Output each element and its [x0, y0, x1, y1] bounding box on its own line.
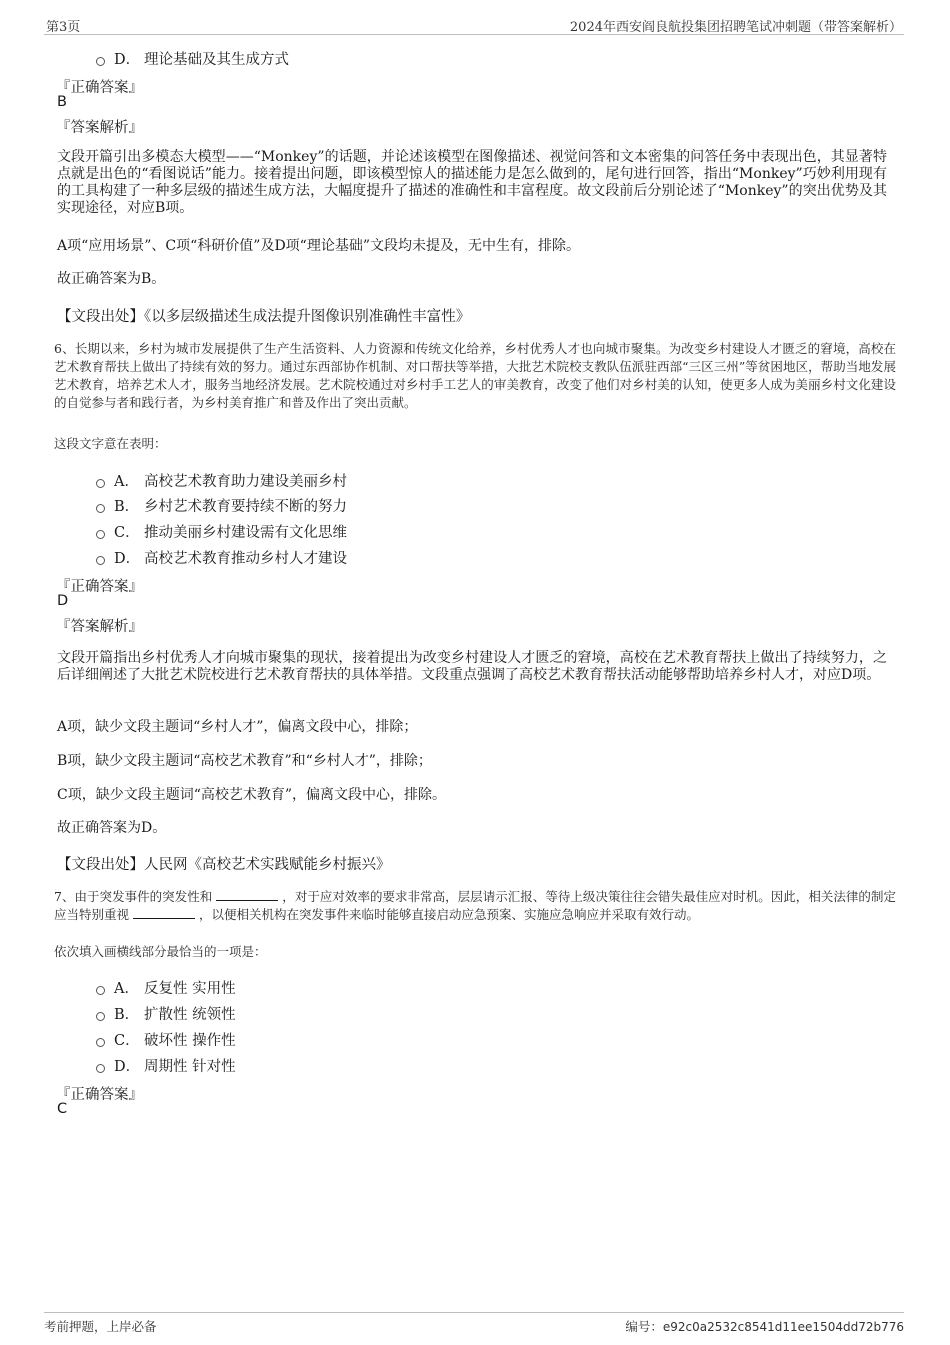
- radio-icon[interactable]: [96, 504, 105, 513]
- footer-slogan: 考前押题，上岸必备: [44, 1319, 157, 1334]
- q6-analysis-paragraph: C项，缺少文段主题词“高校艺术教育”，偏离文段中心，排除。: [57, 787, 447, 803]
- q6-analysis-label: 『答案解析』: [56, 619, 143, 635]
- fill-blank: [133, 908, 195, 919]
- q5-analysis-label: 『答案解析』: [56, 120, 143, 136]
- q6-analysis-paragraph: 文段开篇指出乡村优秀人才向城市聚集的现状，接着提出为改变乡村建设人才匮乏的窘境，高校在艺术教育帮扶上做出了持续努力，之后详细阐述了大批艺术院校进行艺术教育帮扶的具体举措。文段重点强调了高校艺术教育帮扶活动能够帮助培养乡村人才，对应D项。: [57, 650, 887, 683]
- page-header: [44, 14, 904, 35]
- radio-icon[interactable]: [96, 57, 105, 66]
- q6-option-a[interactable]: A． 高校艺术教育助力建设美丽乡村: [96, 470, 347, 491]
- q5-analysis-paragraph: 文段开篇引出多模态大模型——“Monkey”的话题，并论述该模型在图像描述、视觉问答和文本密集的问答任务中表现出色，其显著特点就是出色的“看图说话”能力。接着提出问题，即该模型惊人的描述能力是怎么做到的，尾句进行回答，指出“Monkey”巧妙利用现有的工具构建了一种多层级的描述生成方法，大幅度提升了描述的准确性和丰富程度。故文段前后分别论述了“Monkey”的突出优势及其实现途径，对应B项。: [57, 149, 887, 216]
- q6-option-c[interactable]: C． 推动美丽乡村建设需有文化思维: [96, 521, 347, 542]
- q6-option-d[interactable]: D． 高校艺术教育推动乡村人才建设: [96, 547, 347, 568]
- q6-passage: 6、长期以来，乡村为城市发展提供了生产生活资料、人力资源和传统文化给养，乡村优秀人才也向城市聚集。为改变乡村建设人才匮乏的窘境，高校在艺术教育帮扶上做出了持续有效的努力。通过东西部协作机制、对口帮扶等举措，大批艺术院校支教队伍派驻西部“三区三州”等贫困地区，帮助当地发展艺术教育，培养艺术人才，服务当地经济发展。艺术院校通过对乡村手工艺人的审美教育，改变了他们对乡村美的认知，使更多人成为美丽乡村文化建设的自觉参与者和践行者，为乡村美育推广和普及作出了突出贡献。: [54, 341, 896, 410]
- q7-stem: 依次填入画横线部分最恰当的一项是：: [54, 944, 267, 959]
- q7-option-a[interactable]: A． 反复性 实用性: [96, 977, 236, 998]
- q5-source: 【文段出处】《以多层级描述生成法提升图像识别准确性丰富性》: [57, 309, 471, 325]
- q5-answer: B: [57, 94, 67, 110]
- document-title: 2024年西安阎良航投集团招聘笔试冲刺题（带答案解析）: [569, 20, 902, 35]
- q6-answer-label: 『正确答案』: [56, 579, 143, 595]
- q5-answer-label: 『正确答案』: [56, 80, 143, 96]
- q6-analysis-paragraph: B项，缺少文段主题词“高校艺术教育”和“乡村人才”，排除；: [57, 753, 432, 769]
- q6-analysis-paragraph: 故正确答案为D。: [57, 820, 167, 836]
- q5-analysis-paragraph: A项“应用场景”、C项“科研价值”及D项“理论基础”文段均未提及，无中生有，排除。: [57, 238, 580, 254]
- fill-blank: [216, 890, 278, 901]
- radio-icon[interactable]: [96, 1012, 105, 1021]
- page-footer: [44, 1312, 904, 1335]
- q7-answer-label: 『正确答案』: [56, 1087, 143, 1103]
- page-number: 第3页: [46, 20, 81, 35]
- q6-source: 【文段出处】人民网《高校艺术实践赋能乡村振兴》: [57, 857, 391, 873]
- q5-option-d[interactable]: D． 理论基础及其生成方式: [96, 48, 289, 69]
- radio-icon[interactable]: [96, 1038, 105, 1047]
- q7-answer: C: [57, 1101, 68, 1117]
- radio-icon[interactable]: [96, 1064, 105, 1073]
- q6-option-b[interactable]: B． 乡村艺术教育要持续不断的努力: [96, 495, 347, 516]
- radio-icon[interactable]: [96, 986, 105, 995]
- q5-analysis-paragraph: 故正确答案为B。: [57, 271, 166, 287]
- radio-icon[interactable]: [96, 479, 105, 488]
- q6-analysis-paragraph: A项，缺少文段主题词“乡村人才”，偏离文段中心，排除；: [57, 719, 418, 735]
- q7-option-b[interactable]: B． 扩散性 统领性: [96, 1003, 236, 1024]
- document-code: 编号：e92c0a2532c8541d11ee1504dd72b776: [625, 1319, 904, 1334]
- q6-stem: 这段文字意在表明：: [54, 436, 167, 451]
- radio-icon[interactable]: [96, 530, 105, 539]
- radio-icon[interactable]: [96, 556, 105, 565]
- q7-option-d[interactable]: D． 周期性 针对性: [96, 1055, 236, 1076]
- q6-answer: D: [57, 593, 69, 609]
- q7-option-c[interactable]: C． 破坏性 操作性: [96, 1029, 236, 1050]
- q7-passage: 7、由于突发事件的突发性和 ，对于应对效率的要求非常高，层层请示汇报、等待上级决策往往会错失最佳应对时机。因此，相关法律的制定应当特别重视 ，以便相关机构在突发事件来临时能够直接启动应急预案、实施应急响应并采取有效行动。: [54, 889, 896, 922]
